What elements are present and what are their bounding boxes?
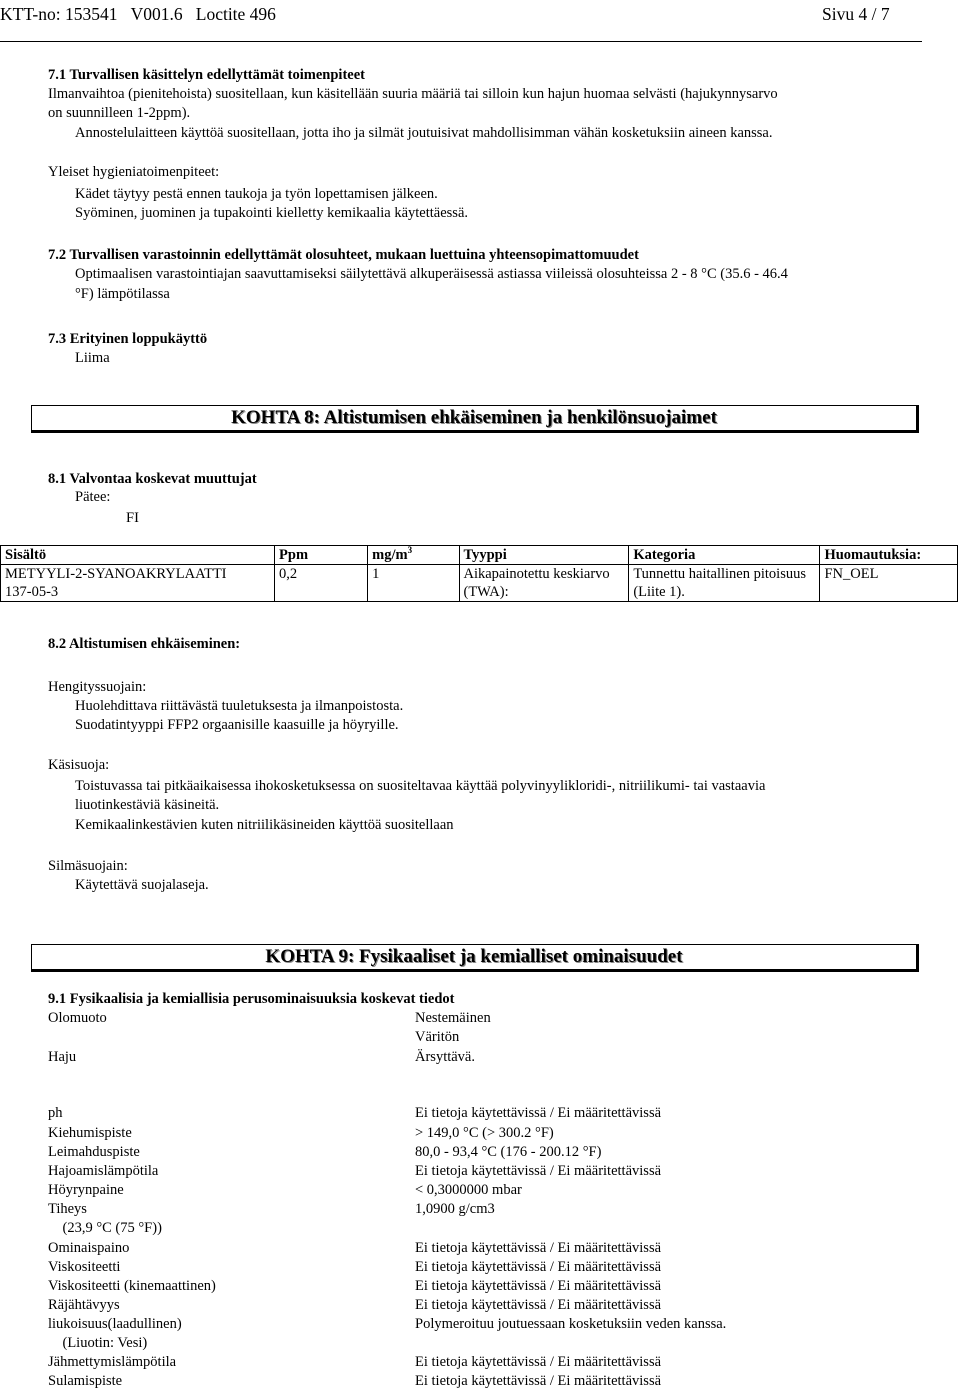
s7-2-line2: °F) lämpötilassa xyxy=(75,286,170,302)
col-header-mgm3-text: mg/m xyxy=(372,547,408,563)
col-header-category: Kategoria xyxy=(629,546,820,565)
col-header-mgm3-exponent: 3 xyxy=(407,545,413,556)
cell-substance xyxy=(1,565,275,602)
property-name: ph xyxy=(48,1105,63,1121)
property-name: Jähmettymislämpötila xyxy=(48,1354,177,1370)
property-condition: (23,9 °C (75 °F)) xyxy=(48,1220,162,1236)
header-divider xyxy=(0,41,922,42)
section-9-1-title: 9.1 Fysikaalisia ja kemiallisia perusominaisuuksia koskevat tiedot xyxy=(48,991,455,1007)
property-value: 80,0 - 93,4 °C (176 - 200.12 °F) xyxy=(415,1144,602,1160)
section-7-2-title: 7.2 Turvallisen varastoinnin edellyttämät olosuhteet, mukaan luettuina yhteensopimattomuudet xyxy=(48,247,639,263)
section-7-3-title: 7.3 Erityinen loppukäyttö xyxy=(48,331,208,347)
table-header-row xyxy=(1,546,958,565)
respiratory-line1: Huolehdittava riittävästä tuuletuksesta ja ilmanpoistosta. xyxy=(75,698,404,714)
col-header-type: Tyyppi xyxy=(459,546,629,565)
property-value: 1,0900 g/cm3 xyxy=(415,1201,495,1217)
s7-2-line1: Optimaalisen varastointiajan saavuttamiseksi säilytettävä alkuperäisessä astiassa viileissä olosuhteissa 2 - 8 °C (35.6 - 46.4 xyxy=(75,266,788,282)
property-value: Ei tietoja käytettävissä / Ei määritettävissä xyxy=(415,1278,662,1294)
property-value: Ei tietoja käytettävissä / Ei määritettävissä xyxy=(415,1259,662,1275)
section-8-banner xyxy=(31,405,919,433)
form-label: Olomuoto xyxy=(48,1010,107,1026)
s7-1-line1: Ilmanvaihtoa (pienitehoista) suositellaan, kun käsitellään suuria määriä tai silloin kun hajun huomaa selvästi (hajukynnysarvo xyxy=(48,86,778,102)
s7-1-line2: on suunnilleen 1-2ppm). xyxy=(48,105,191,121)
property-value: Ei tietoja käytettävissä / Ei määritettävissä xyxy=(415,1373,662,1389)
section-8-2-title: 8.2 Altistumisen ehkäiseminen: xyxy=(48,636,241,652)
property-value: Ei tietoja käytettävissä / Ei määritettävissä xyxy=(415,1105,662,1121)
cell-type xyxy=(459,565,629,602)
property-value: Polymeroituu joutuessaan kosketuksiin veden kanssa. xyxy=(415,1316,727,1332)
exposure-limits-table xyxy=(0,545,958,602)
col-header-mgm3 xyxy=(368,546,459,565)
respiratory-line2: Suodatintyyppi FFP2 orgaanisille kaasuille ja höyryille. xyxy=(75,717,399,733)
version: V001.6 xyxy=(130,4,183,24)
odor-label: Haju xyxy=(48,1049,77,1065)
section-9-heading: KOHTA 9: Fysikaaliset ja kemialliset ominaisuudet xyxy=(265,946,683,967)
substance-cas: 137-05-3 xyxy=(5,584,59,600)
col-header-substance: Sisältö xyxy=(1,546,275,565)
substance-name: METYYLI-2-SYANOAKRYLAATTI xyxy=(5,566,227,582)
hygiene-line1: Kädet täytyy pestä ennen taukoja ja työn lopettamisen jälkeen. xyxy=(75,186,438,202)
respiratory-label: Hengityssuojain: xyxy=(48,679,147,695)
section-7-1-title: 7.1 Turvallisen käsittelyn edellyttämät toimenpiteet xyxy=(48,67,365,83)
color-value: Väritön xyxy=(415,1029,460,1045)
property-value: < 0,3000000 mbar xyxy=(415,1182,522,1198)
type-line1: Aikapainotettu keskiarvo xyxy=(463,566,610,582)
property-condition: (Liuotin: Vesi) xyxy=(48,1335,148,1351)
category-line2: (Liite 1). xyxy=(633,584,685,600)
section-9-banner xyxy=(31,944,919,972)
property-name: liukoisuus(laadullinen) xyxy=(48,1316,182,1332)
hand-protection-label: Käsisuoja: xyxy=(48,757,110,773)
applies-label: Pätee: xyxy=(75,489,111,505)
cell-remarks: FN_OEL xyxy=(820,565,958,602)
property-name: Ominaispaino xyxy=(48,1240,130,1256)
hand-line3: Kemikaalinkestävien kuten nitriilikäsineiden käyttöä suositellaan xyxy=(75,817,454,833)
section-8-1-title: 8.1 Valvontaa koskevat muuttujat xyxy=(48,471,257,487)
type-line2: (TWA): xyxy=(463,584,509,600)
applies-country: FI xyxy=(126,510,139,526)
property-name: Räjähtävyys xyxy=(48,1297,120,1313)
property-name: Höyrynpaine xyxy=(48,1182,124,1198)
ktt-number: KTT-no: 153541 xyxy=(0,4,118,24)
property-name: Viskositeetti xyxy=(48,1259,121,1275)
col-header-ppm: Ppm xyxy=(275,546,368,565)
section-8-heading: KOHTA 8: Altistumisen ehkäiseminen ja henkilönsuojaimet xyxy=(231,407,717,428)
property-value: > 149,0 °C (> 300.2 °F) xyxy=(415,1125,554,1141)
property-value: Ei tietoja käytettävissä / Ei määritettävissä xyxy=(415,1297,662,1313)
hand-line1: Toistuvassa tai pitkäaikaisessa ihokosketuksessa on suositeltavaa käyttää polyvinyylikloridi-, nitriilikumi- tai vastaavia xyxy=(75,778,766,794)
col-header-remarks: Huomautuksia: xyxy=(820,546,958,565)
property-name: Kiehumispiste xyxy=(48,1125,132,1141)
property-value: Ei tietoja käytettävissä / Ei määritettävissä xyxy=(415,1354,662,1370)
cell-category xyxy=(629,565,820,602)
end-use-value: Liima xyxy=(75,350,110,366)
hygiene-label: Yleiset hygieniatoimenpiteet: xyxy=(48,164,220,180)
product-name: Loctite 496 xyxy=(195,4,276,24)
form-value: Nestemäinen xyxy=(415,1010,491,1026)
property-name: Leimahduspiste xyxy=(48,1144,140,1160)
page-number: Sivu 4 / 7 xyxy=(822,4,890,24)
property-name: Viskositeetti (kinemaattinen) xyxy=(48,1278,216,1294)
s7-1-line3: Annostelulaitteen käyttöä suositellaan, jotta iho ja silmät joutuisivat mahdollisimman vähän kosketuksiin aineen kanssa. xyxy=(75,125,773,141)
eye-line1: Käytettävä suojalaseja. xyxy=(75,877,209,893)
property-name: Tiheys xyxy=(48,1201,87,1217)
eye-protection-label: Silmäsuojain: xyxy=(48,858,128,874)
odor-value: Ärsyttävä. xyxy=(415,1049,475,1065)
category-line1: Tunnettu haitallinen pitoisuus xyxy=(633,566,806,582)
cell-ppm: 0,2 xyxy=(275,565,368,602)
doc-id xyxy=(0,3,276,25)
property-value: Ei tietoja käytettävissä / Ei määritettävissä xyxy=(415,1240,662,1256)
cell-mgm3: 1 xyxy=(368,565,459,602)
hand-line2: liuotinkestäviä käsineitä. xyxy=(75,797,220,813)
hygiene-line2: Syöminen, juominen ja tupakointi kielletty kemikaalia käytettäessä. xyxy=(75,205,469,221)
property-name: Hajoamislämpötila xyxy=(48,1163,159,1179)
table-row xyxy=(1,565,958,602)
property-name: Sulamispiste xyxy=(48,1373,123,1389)
property-value: Ei tietoja käytettävissä / Ei määritettävissä xyxy=(415,1163,662,1179)
